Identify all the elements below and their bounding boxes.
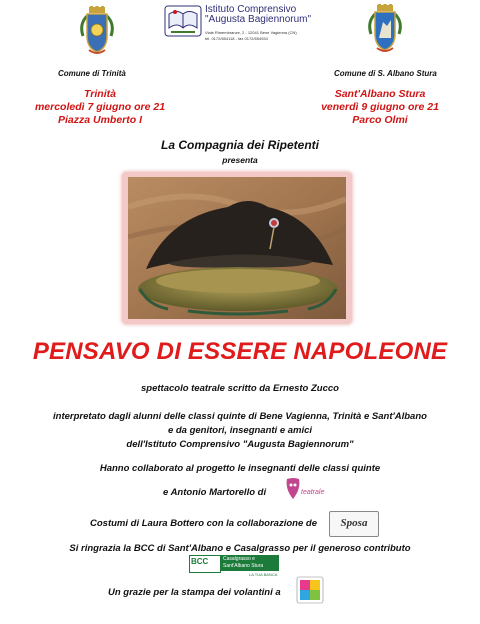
- interpreted-line-1: interpretato dagli alunni delle classi quinte di Bene Vagienna, Trinità e Sant'Albano: [53, 411, 427, 422]
- right-event-venue: Parco Olmi: [352, 114, 408, 126]
- sposa-logo: [329, 511, 379, 537]
- written-by-line: spettacolo teatrale scritto da Ernesto Zucco: [141, 383, 339, 394]
- costumi-line: Costumi di Laura Bottero con la collaborazione de: [90, 518, 317, 529]
- mask-logo-icon: [284, 477, 302, 501]
- trinita-crest-icon: [77, 6, 117, 58]
- thanks-print-line: Un grazie per la stampa dei volantini a: [108, 587, 281, 598]
- bcc-name-line2: Sant'Albano Stura: [223, 563, 264, 569]
- bcc-tagline: LA TUA BANCA: [249, 572, 278, 577]
- left-comune-label: Comune di Trinità: [58, 69, 126, 78]
- bcc-logo: [189, 555, 289, 577]
- right-comune-label: Comune di S. Albano Stura: [334, 69, 437, 78]
- left-event-date: mercoledì 7 giugno ore 21: [34, 101, 166, 113]
- thanks-bcc-line: Si ringrazia la BCC di Sant'Albano e Casalgrasso per il generoso contributo: [69, 543, 411, 554]
- company-name: La Compagnia dei Ripetenti: [160, 138, 319, 152]
- collaborated-line: Hanno collaborato al progetto le insegnanti delle classi quinte: [99, 463, 381, 474]
- left-event-place: Trinità: [84, 88, 116, 100]
- show-title: PENSAVO DI ESSERE NAPOLEONE: [32, 338, 448, 365]
- martorello-line: e Antonio Martorello di: [163, 487, 267, 498]
- bcc-name-line1: Casalgrasso e: [223, 556, 255, 562]
- right-event-place: Sant'Albano Stura: [334, 88, 426, 100]
- school-name-line2: "Augusta Bagiennorum": [205, 14, 312, 25]
- napoleon-hat-photo: [128, 177, 346, 319]
- bcc-logo-text: BCC: [191, 557, 209, 566]
- printer-logo-icon: [296, 576, 324, 604]
- book-logo-icon: [163, 4, 203, 38]
- interpreted-line-2: e da genitori, insegnanti e amici: [167, 425, 313, 436]
- left-event-venue: Piazza Umberto I: [57, 114, 143, 126]
- right-event-date: venerdì 9 giugno ore 21: [321, 101, 439, 113]
- interpreted-line-3: dell'Istituto Comprensivo "Augusta Bagiennorum": [126, 439, 354, 450]
- school-phone: tel. 0172/654118 - fax 0172/654934: [205, 36, 268, 41]
- sposa-logo-text: Sposa: [340, 517, 368, 529]
- teatrale-logo-text: teatrale: [301, 489, 325, 496]
- presenta-label: presenta: [222, 155, 258, 165]
- school-name-line1: Istituto Comprensivo: [205, 4, 297, 15]
- santalbano-crest-icon: [365, 4, 405, 56]
- teatrale-logo: [284, 477, 328, 503]
- school-address: Viale Rimembranze, 2 - 12041 Bene Vagienna (CN): [205, 30, 297, 35]
